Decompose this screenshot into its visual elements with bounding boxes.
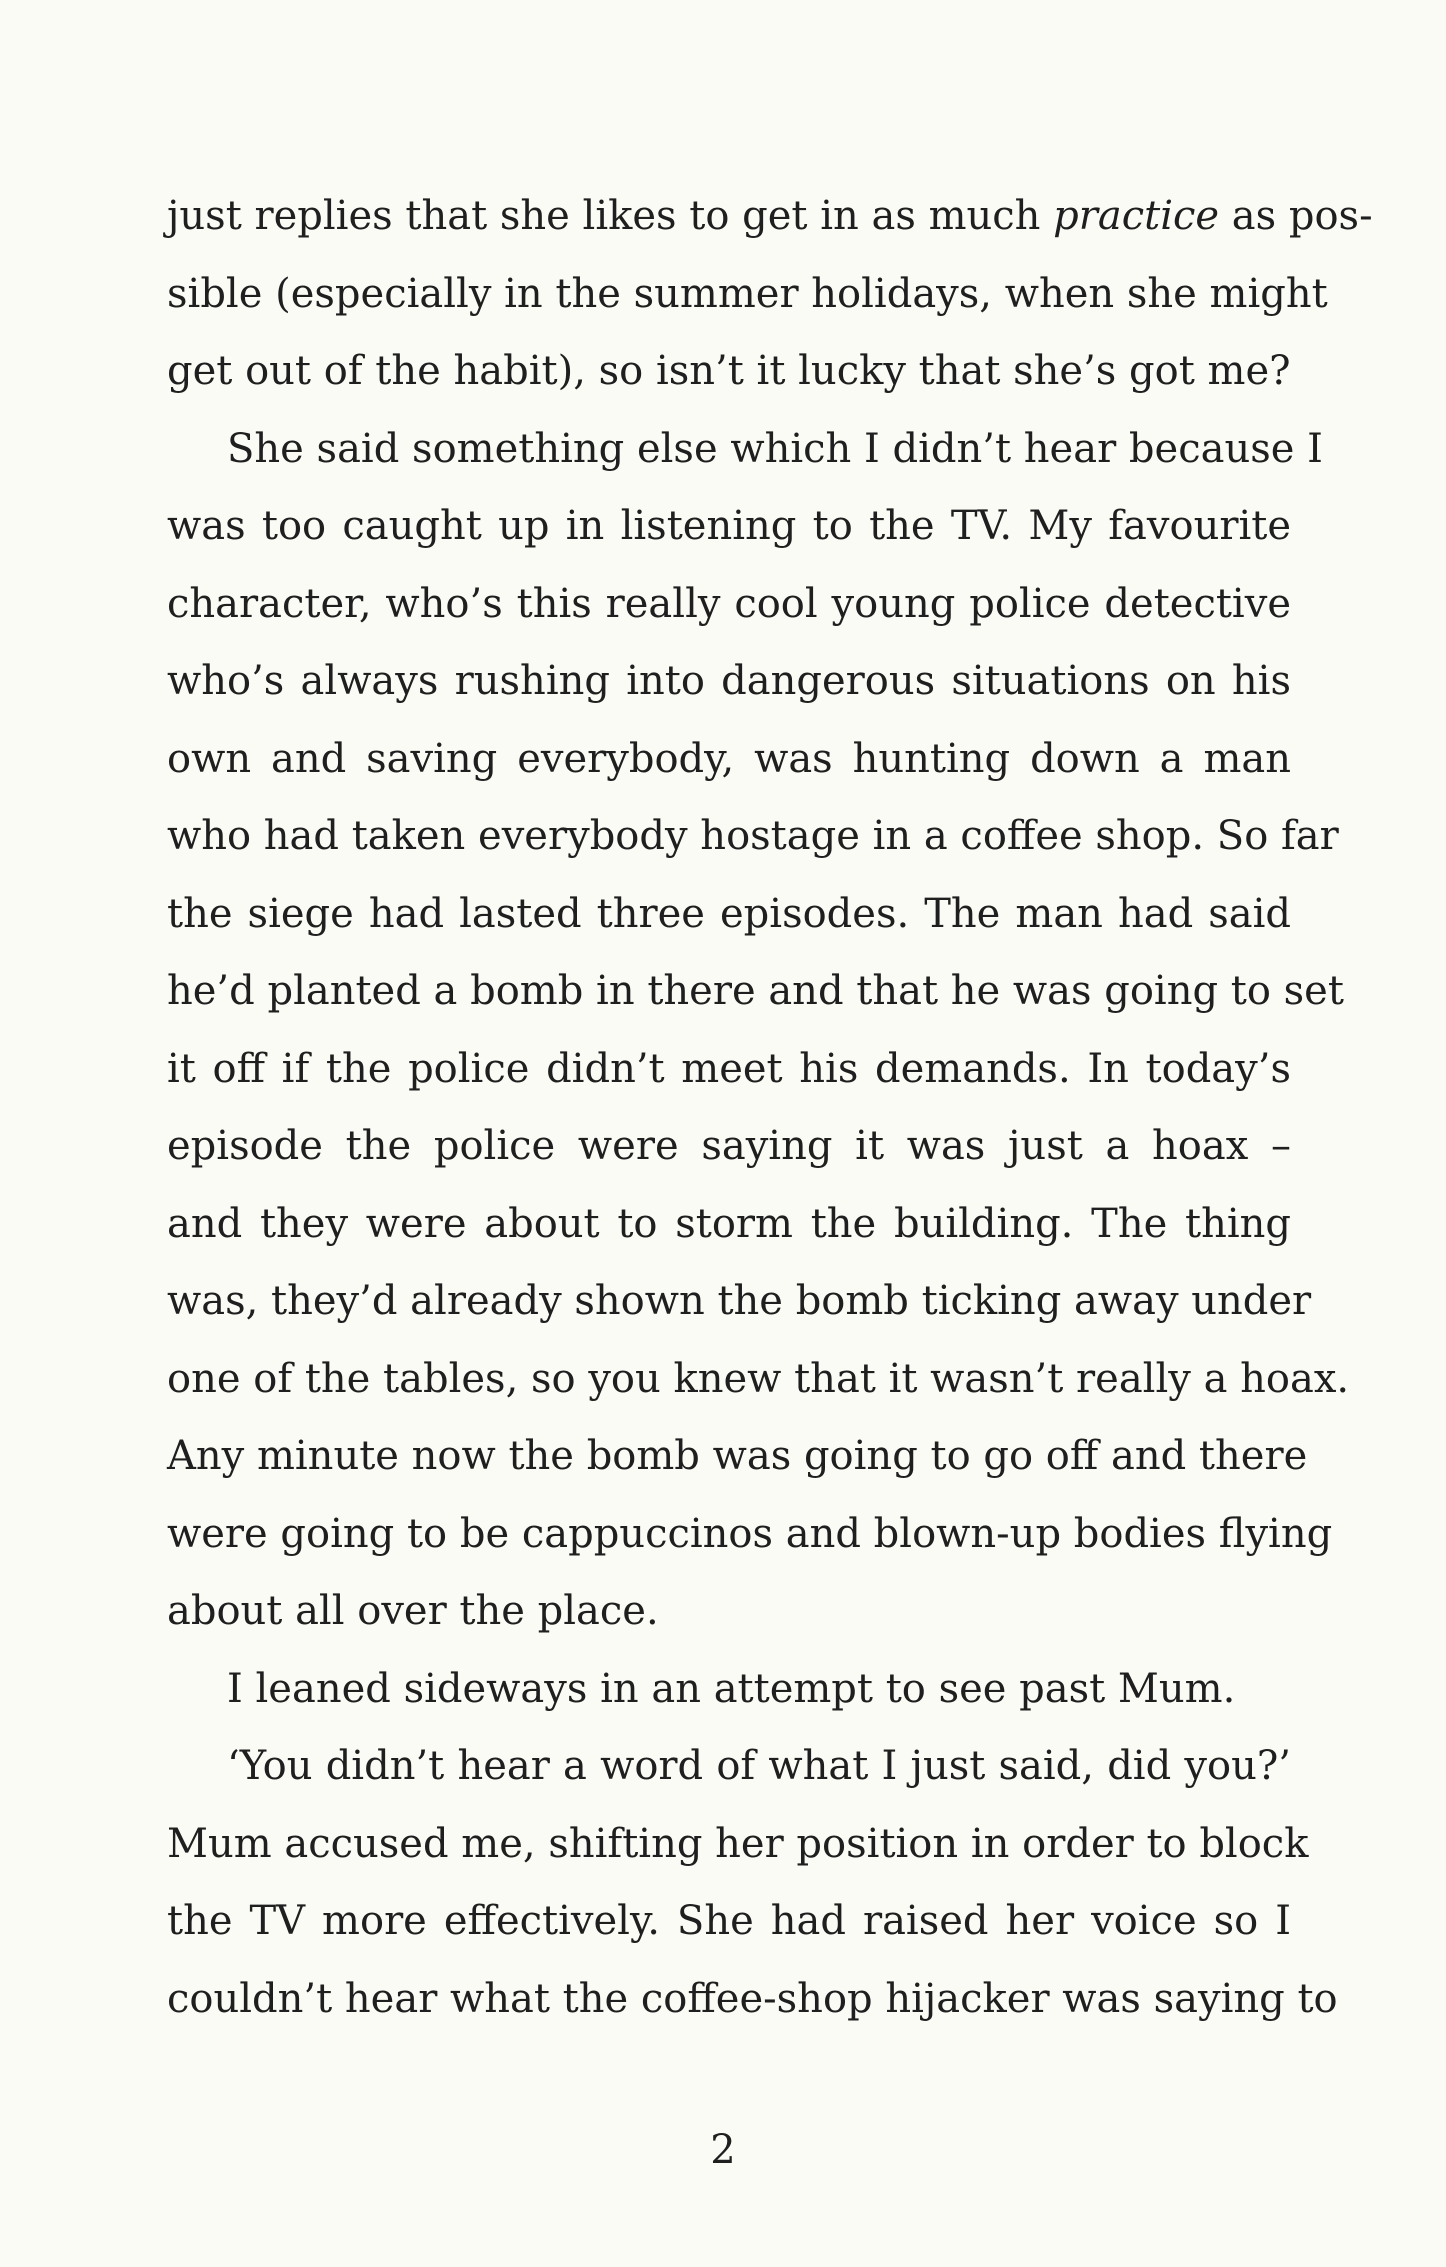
text-line: was, they’d already shown the bomb ticking away under: [167, 1278, 1312, 1324]
text-line: episode the police were saying it was just a hoax –: [167, 1123, 1291, 1169]
text-line: own and saving everybody, was hunting down a man: [167, 735, 1291, 782]
text-line: the siege had lasted three episodes. The man had said: [167, 890, 1291, 937]
text-line: couldn’t hear what the coffee-shop hijacker was saying to: [167, 1975, 1338, 2022]
text-line: She said something else which I didn’t hear because I: [227, 425, 1323, 472]
text-line: get out of the habit), so isn’t it lucky that she’s got me?: [167, 348, 1291, 394]
text-line: sible (especially in the summer holidays, when she might: [167, 270, 1328, 317]
text-line: I leaned sideways in an attempt to see past Mum.: [227, 1665, 1236, 1712]
text-line: it off if the police didn’t meet his demands. In today’s: [167, 1045, 1291, 1092]
text-line: character, who’s this really cool young police detective: [167, 580, 1291, 627]
body-text: [167, 178, 1373, 2038]
text-line: were going to be cappuccinos and blown-up bodies flying: [167, 1510, 1333, 1557]
page-number: 2: [710, 2127, 736, 2173]
text-line: who had taken everybody hostage in a coffee shop. So far: [167, 813, 1339, 859]
text-line: ‘You didn’t hear a word of what I just said, did you?’: [227, 1743, 1291, 1789]
text-line: the TV more effectively. She had raised her voice so I: [167, 1898, 1291, 1944]
text-line: Mum accused me, shifting her position in order to block: [167, 1820, 1309, 1867]
text-line: just replies that she likes to get in as much practice as pos-: [167, 193, 1373, 239]
text-line: Any minute now the bomb was going to go off and there: [167, 1433, 1308, 1479]
text-line: who’s always rushing into dangerous situations on his: [167, 658, 1291, 704]
text-line: one of the tables, so you knew that it wasn’t really a hoax.: [167, 1355, 1350, 1402]
emphasis-word: practice: [1053, 193, 1220, 239]
text-line: about all over the place.: [167, 1588, 659, 1634]
text-line: was too caught up in listening to the TV. My favourite: [167, 503, 1291, 549]
text-line: and they were about to storm the building. The thing: [167, 1200, 1291, 1247]
text-line: he’d planted a bomb in there and that he was going to set: [167, 968, 1344, 1014]
